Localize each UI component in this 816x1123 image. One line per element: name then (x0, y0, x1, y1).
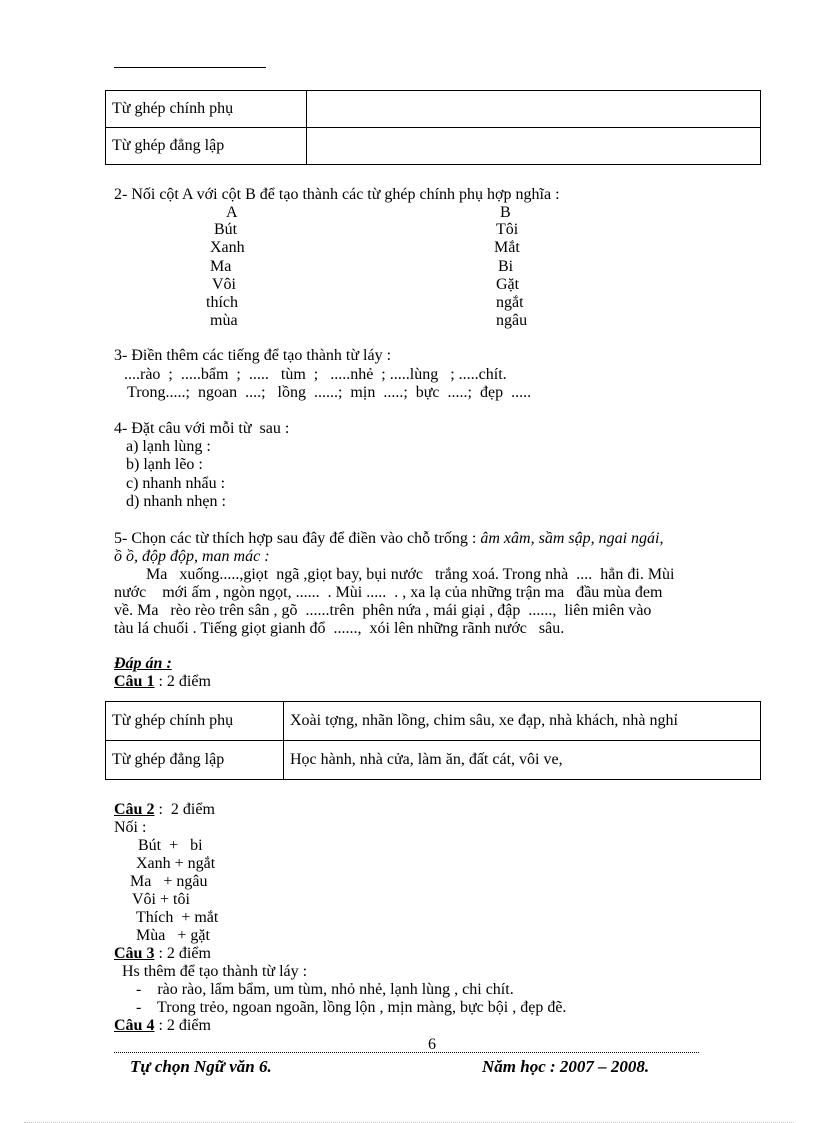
noi-label: Nối : (114, 819, 147, 836)
row-value (307, 91, 761, 128)
cau4-line (114, 1017, 211, 1035)
col-b-header: B (500, 204, 511, 221)
q5-title-plain: 5- Chọn các từ thích hợp sau đây để điền vào chỗ trống : (114, 530, 481, 547)
answers-heading: Đáp án : (114, 655, 172, 672)
cau2-points: : 2 điểm (154, 801, 215, 818)
q3-line: ....rào ; .....bẩm ; ..... tùm ; .....nhẻ ; .....lùng ; .....chít. (124, 366, 507, 383)
col-a-header: A (226, 204, 238, 221)
top-rule (114, 67, 266, 68)
pair-item: Mùa + gặt (136, 927, 210, 944)
cau2-line (114, 801, 215, 819)
q5-title (114, 530, 663, 548)
table-row (106, 702, 761, 741)
q5-para-line: nước mới ấm , ngòn ngọt, ...... . Mùi ..... . , xa lạ của những trận ma đầu mùa đem (114, 584, 663, 601)
q5-para-line: về. Ma rèo rèo trên sân , gõ ......trên phên nứa , mái giại , đập ......, liên miên vào (114, 602, 652, 619)
q4-item: d) nhanh nhẹn : (126, 493, 226, 510)
cau3-line (114, 945, 211, 963)
cau3-points: : 2 điểm (154, 945, 211, 962)
col-b-item: Mắt (494, 239, 520, 256)
col-a-item: mùa (210, 312, 238, 329)
q5-title-italic: âm xâm, sầm sập, ngai ngái, (480, 530, 664, 547)
row-label: Từ ghép chính phụ (106, 702, 284, 741)
pair-item: Thích + mắt (136, 909, 219, 926)
q3-line: Trong.....; ngoan ....; lồng ......; mịn .....; bực .....; đẹp ..... (127, 384, 532, 401)
table-row (106, 128, 761, 165)
q5-para-line: tàu lá chuối . Tiếng giọt gianh đổ ......, xói lên những rãnh nước sâu. (114, 620, 565, 637)
cau3-item-text: Trong trẻo, ngoan ngoãn, lồng lộn , mịn màng, bực bội , đẹp đẽ. (157, 999, 567, 1016)
col-b-item: Gặt (496, 276, 520, 293)
col-a-item: Bút (214, 221, 238, 238)
col-a-item: Vôi (212, 276, 236, 293)
q3-title: 3- Điền thêm các tiếng để tạo thành từ láy : (114, 347, 392, 364)
q4-title: 4- Đặt câu với mỗi từ sau : (114, 420, 290, 437)
q4-item: a) lạnh lùng : (126, 438, 211, 455)
col-b-item: ngâu (496, 312, 528, 329)
q4-item: c) nhanh nhẩu : (126, 475, 226, 492)
pair-item: Xanh + ngắt (136, 855, 216, 872)
row-value (307, 128, 761, 165)
cau1-line (114, 673, 211, 691)
top-word-table (105, 90, 761, 165)
cau3-label: Câu 3 (114, 945, 155, 962)
answer-table (105, 701, 761, 780)
footer-left: Tự chọn Ngữ văn 6. (130, 1057, 272, 1076)
col-a-item: Ma (210, 258, 232, 275)
col-a-item: Xanh (210, 239, 245, 256)
cau2-label: Câu 2 (114, 801, 155, 818)
footer-rule (114, 1052, 699, 1053)
row-label: Từ ghép đẳng lập (106, 128, 307, 165)
cau4-label: Câu 4 (114, 1017, 155, 1034)
row-label: Từ ghép đẳng lập (106, 741, 284, 780)
q2-title: 2- Nối cột A với cột B để tạo thành các từ ghép chính phụ hợp nghĩa : (114, 186, 560, 203)
cau3-item: - Trong trẻo, ngoan ngoãn, lồng lộn , mịn màng, bực bội , đẹp đẽ. (136, 999, 567, 1016)
table-row (106, 91, 761, 128)
col-a-item: thích (206, 294, 238, 311)
q4-item: b) lạnh lẽo : (126, 456, 203, 473)
row-label: Từ ghép chính phụ (106, 91, 307, 128)
col-b-item: Bi (498, 258, 514, 275)
pair-item: Bút + bi (138, 837, 203, 854)
cau1-label: Câu 1 (114, 673, 155, 690)
cau3-intro: Hs thêm để tạo thành từ láy : (122, 963, 308, 980)
q5-title-cont: ồ ồ, độp độp, man mác : (114, 548, 270, 565)
page-number: 6 (428, 1036, 436, 1053)
pair-item: Vôi + tôi (132, 891, 190, 908)
footer-right: Năm học : 2007 – 2008. (482, 1057, 650, 1076)
cau1-points: : 2 điểm (154, 673, 211, 690)
pair-item: Ma + ngâu (130, 873, 208, 890)
cau3-item-text: rào rào, lẩm bẩm, um tùm, nhỏ nhẻ, lạnh lùng , chi chít. (157, 981, 514, 998)
table-row (106, 741, 761, 780)
cau4-points: : 2 điểm (154, 1017, 211, 1034)
col-b-item: ngắt (496, 294, 524, 311)
col-b-item: Tôi (496, 221, 519, 238)
cau3-item: - rào rào, lẩm bẩm, um tùm, nhỏ nhẻ, lạnh lùng , chi chít. (136, 981, 514, 998)
q5-para-line: Ma xuống.....,giọt ngã ,giọt bay, bụi nước trắng xoá. Trong nhà .... hẳn đi. Mùi (146, 566, 675, 583)
row-value: Xoài tợng, nhãn lồng, chim sâu, xe đạp, nhà khách, nhà nghỉ (284, 702, 761, 741)
row-value: Học hành, nhà cửa, làm ăn, đất cát, vôi ve, (284, 741, 761, 780)
